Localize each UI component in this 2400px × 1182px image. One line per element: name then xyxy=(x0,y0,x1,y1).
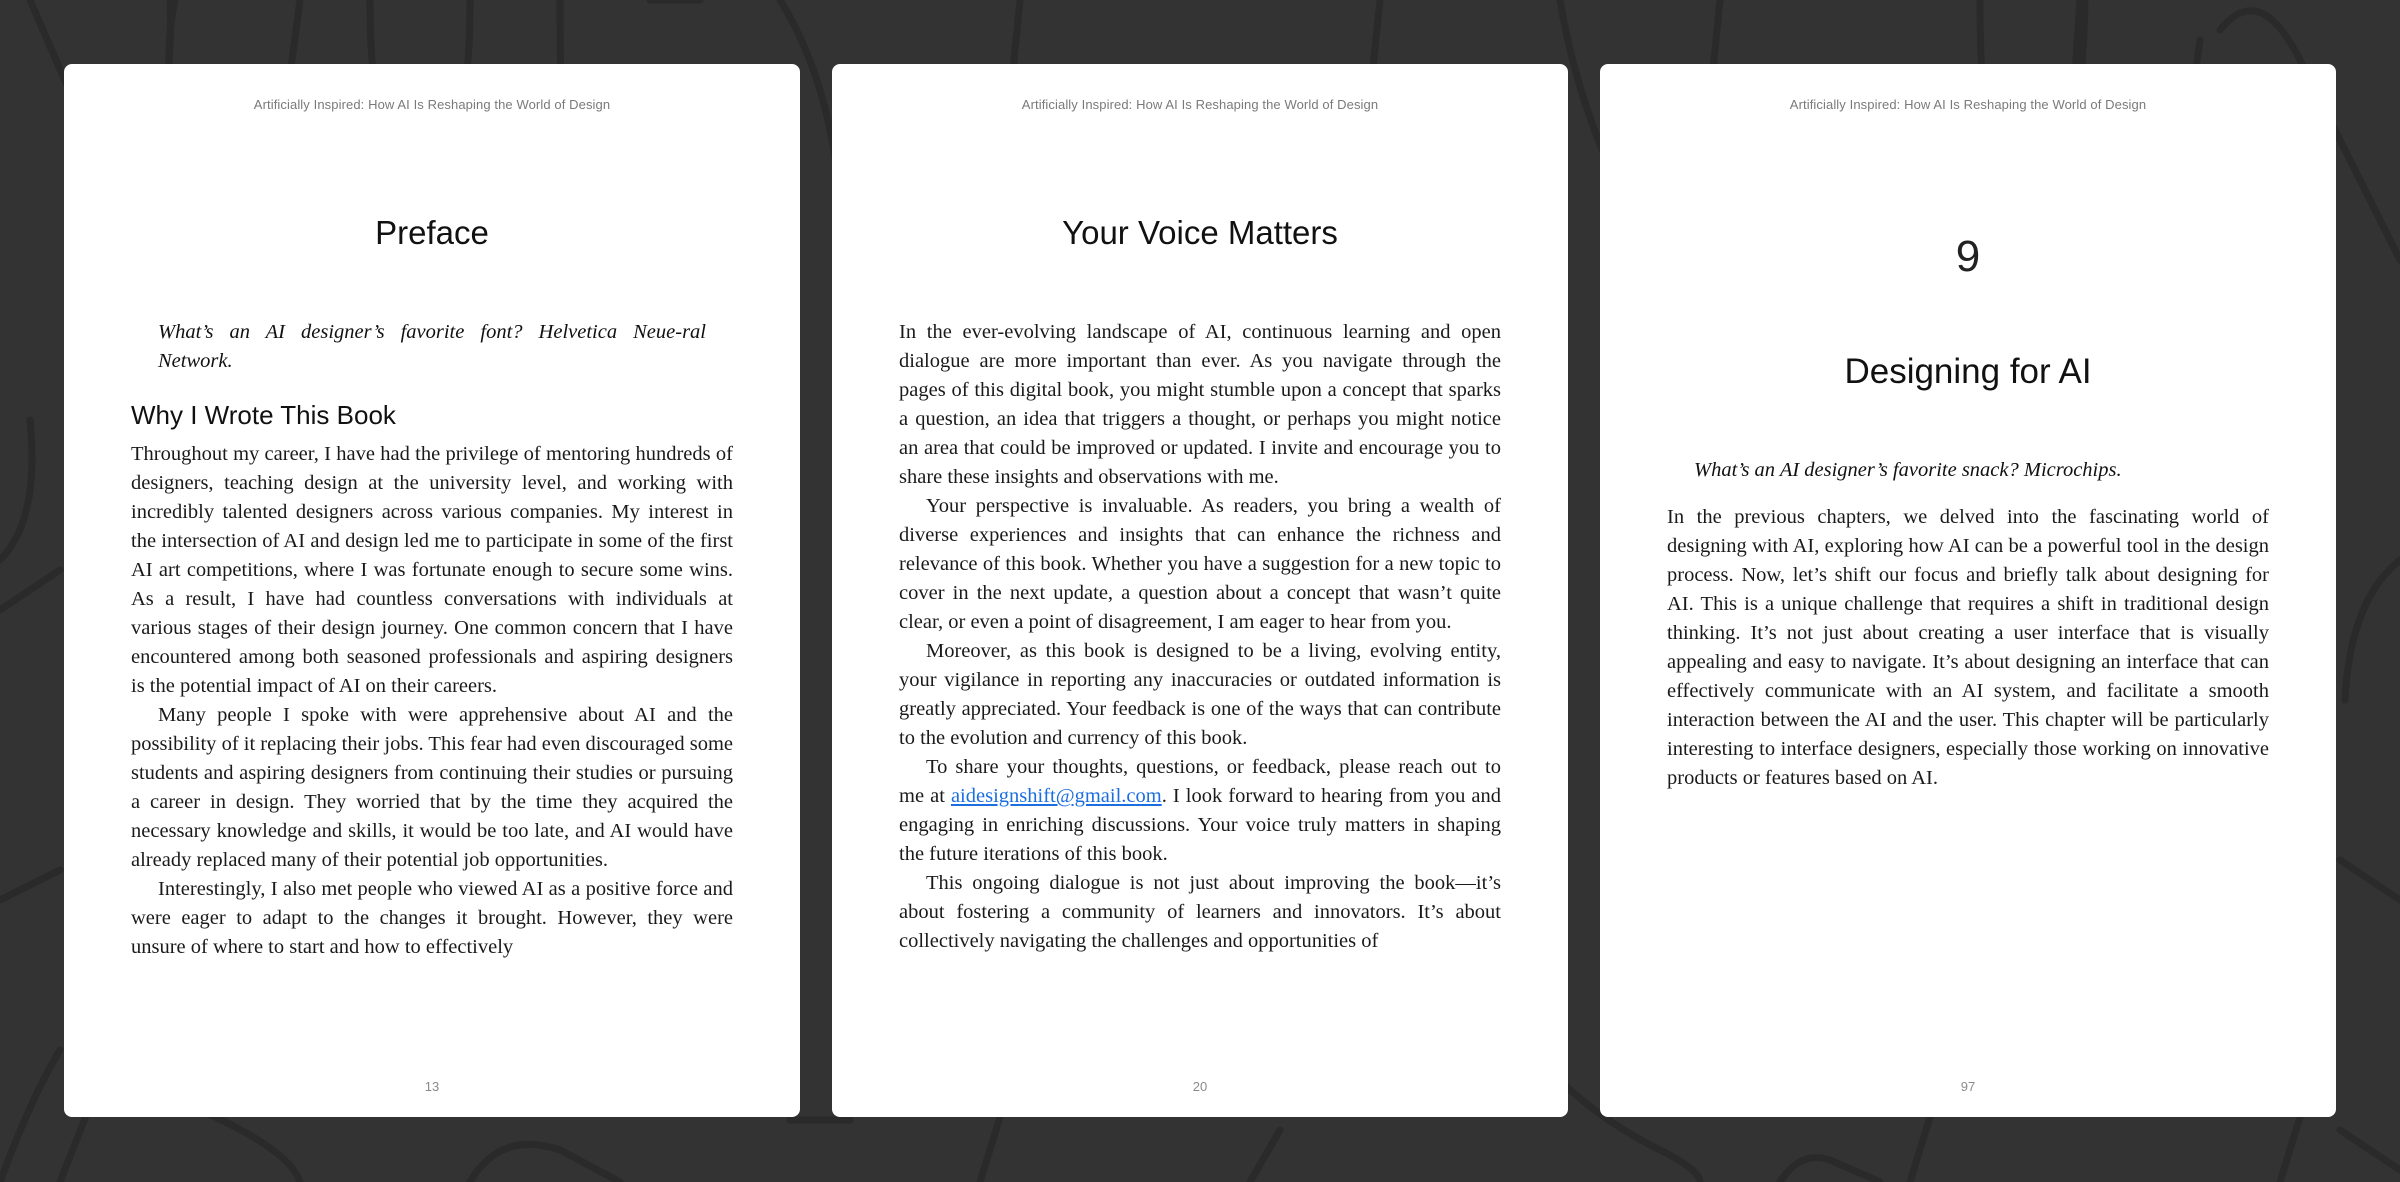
paragraph: Throughout my career, I have had the privilege of mentoring hundreds of designers, teaching design at the university level, and working with incredibly talented designers across various companies. My interest in the intersection of AI and design led me to participate in some of the first AI art competitions, where I was fortunate enough to secure some wins. As a result, I have had countless conversations with individuals at various stages of their design journey. One common concern that I have encountered among both seasoned professionals and aspiring designers is the potential impact of AI on their careers. xyxy=(131,443,733,697)
contact-text-before: To share your thoughts, questions, or feedback, please reach out to me at xyxy=(899,756,1501,807)
contact-text-after: . I look forward to hearing from you and engaging in enriching discussions. Your voice truly matters in shaping the future iterations of this book. xyxy=(899,785,1501,865)
section-heading: Why I Wrote This Book xyxy=(131,400,396,430)
page-content xyxy=(131,318,733,962)
book-page-13 xyxy=(64,64,800,1117)
contact-paragraph xyxy=(899,753,1501,869)
paragraph: Interestingly, I also met people who viewed AI as a positive force and were eager to adapt to the changes it brought. However, they were unsure of where to start and how to effectively xyxy=(131,878,733,958)
paragraph: Moreover, as this book is designed to be a living, evolving entity, your vigilance in reporting any inaccuracies or outdated information is greatly appreciated. Your feedback is one of the ways that can contribute to the evolution and currency of this book. xyxy=(899,640,1501,749)
epigraph: What’s an AI designer’s favorite font? Helvetica Neue-ral Network. xyxy=(158,321,706,372)
page-number: 97 xyxy=(1960,1079,1976,1094)
email-link[interactable]: aidesignshift@gmail.com xyxy=(950,785,1162,807)
paragraph: In the ever-evolving landscape of AI, continuous learning and open dialogue are more important than ever. As you navigate through the pages of this digital book, you might stumble upon a concept that sparks a question, an idea that triggers a thought, or perhaps you might notice an area that could be improved or updated. I invite and encourage you to share these insights and observations with me. xyxy=(899,321,1501,488)
paragraph: In the previous chapters, we delved into the fascinating world of designing with AI, exploring how AI can be a powerful tool in the design process. Now, let’s shift our focus and briefly talk about designing for AI. This is a unique challenge that requires a shift in traditional design thinking. It’s not just about creating a user interface that is visually appealing and easy to navigate. It’s about designing an interface that can effectively communicate with an AI system, and facilitate a smooth interaction between the AI and the user. This chapter will be particularly interesting to interface designers, especially those working on innovative products or features based on AI. xyxy=(1667,506,2269,789)
paragraph: Your perspective is invaluable. As readers, you bring a wealth of diverse experiences and insights that can enhance the richness and relevance of this book. Whether you have a suggestion for a new topic to cover in the next update, a question about a concept that wasn’t quite clear, or even a point of disagreement, I am eager to hear from you. xyxy=(899,495,1501,633)
paragraph: This ongoing dialogue is not just about improving the book—it’s about fostering a community of learners and innovators. It’s about collectively navigating the challenges and opportunities of xyxy=(899,872,1501,952)
running-header: Artificially Inspired: How AI Is Reshaping the World of Design xyxy=(1789,97,2147,112)
page-number: 13 xyxy=(424,1079,440,1094)
page-number: 20 xyxy=(1192,1079,1208,1094)
paragraph: Many people I spoke with were apprehensive about AI and the possibility of it replacing their jobs. This fear had even discouraged some students and aspiring designers from continuing their studies or pursuing a career in design. They worried that by the time they acquired the necessary knowledge and skills, it would be too late, and AI would have already replaced many of their potential job opportunities. xyxy=(131,704,733,871)
page-content xyxy=(1667,456,2269,793)
chapter-title: Preface xyxy=(375,214,489,251)
epigraph: What’s an AI designer’s favorite snack? Microchips. xyxy=(1694,459,2122,481)
running-header: Artificially Inspired: How AI Is Reshaping the World of Design xyxy=(253,97,611,112)
book-page-97 xyxy=(1600,64,2336,1117)
page-content xyxy=(899,318,1501,956)
chapter-number: 9 xyxy=(1955,232,1981,281)
chapter-title: Your Voice Matters xyxy=(1062,214,1338,251)
book-page-20 xyxy=(832,64,1568,1117)
chapter-title: Designing for AI xyxy=(1844,352,2092,391)
running-header: Artificially Inspired: How AI Is Reshaping the World of Design xyxy=(1021,97,1379,112)
